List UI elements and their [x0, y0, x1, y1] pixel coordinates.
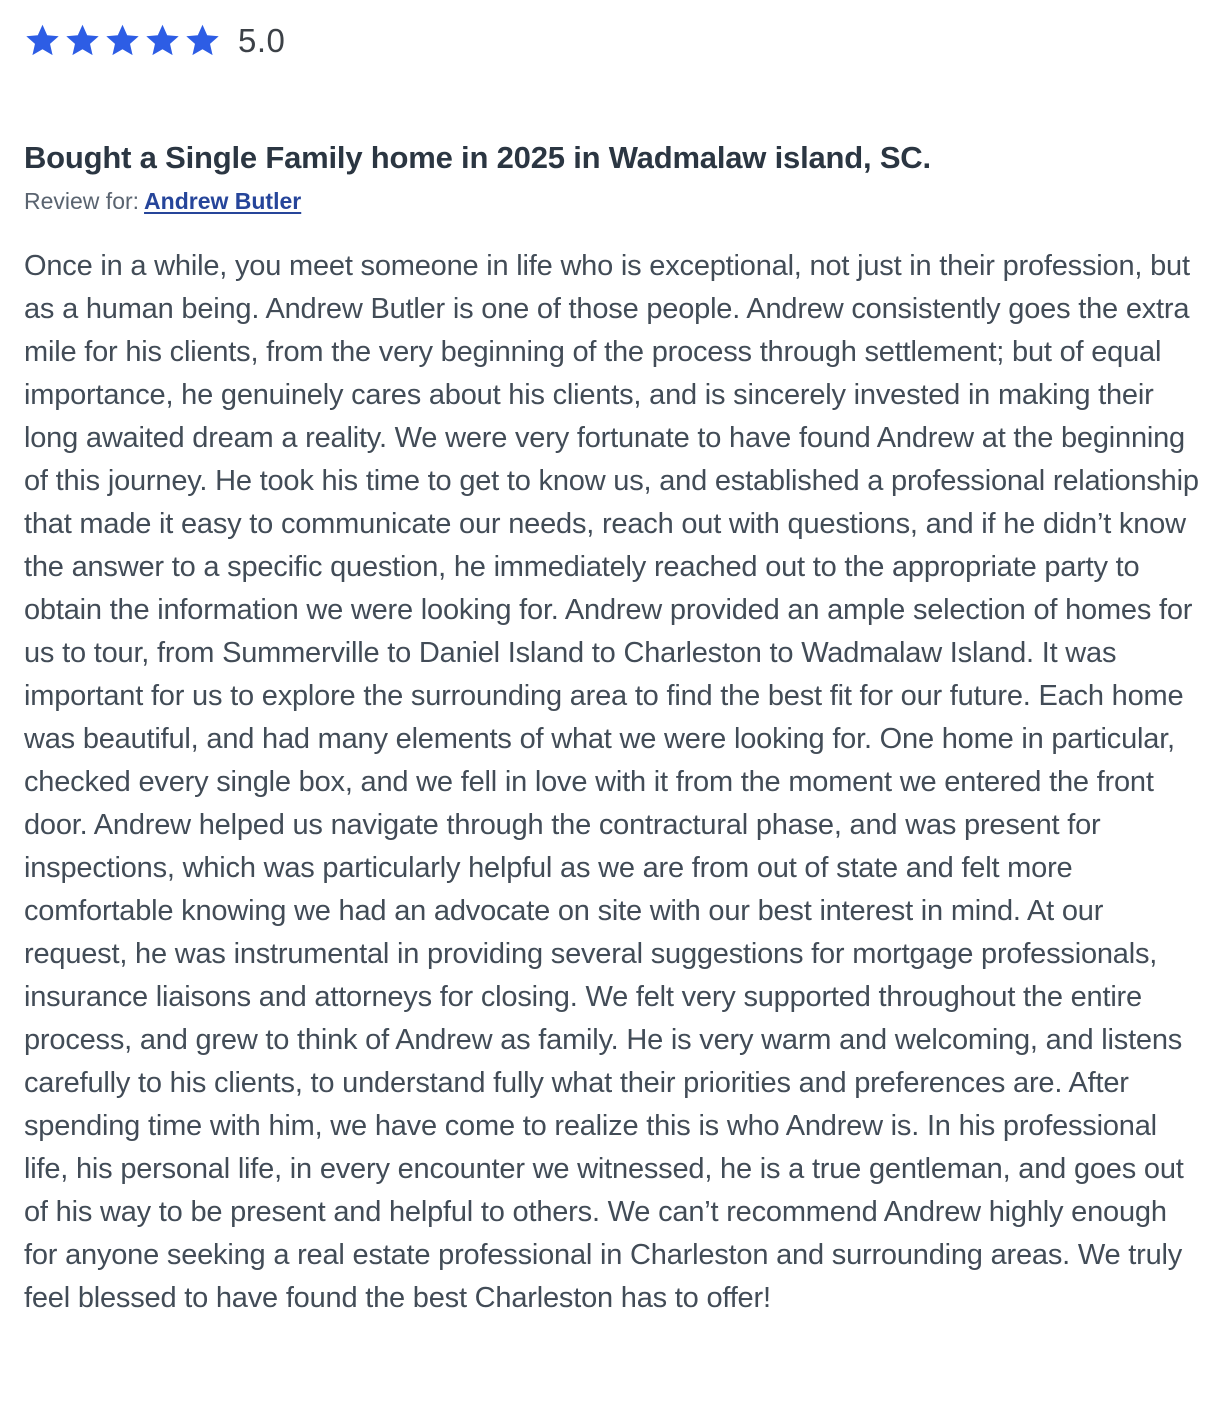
star-icon [104, 23, 141, 60]
review-headline: Bought a Single Family home in 2025 in Wadmalaw island, SC. [24, 140, 931, 175]
star-icon [24, 23, 61, 60]
star-rating [24, 22, 1202, 60]
star-icon [144, 23, 181, 60]
agent-link[interactable]: Andrew Butler [144, 188, 302, 214]
star-icons [24, 23, 224, 60]
rating-value: 5.0 [238, 22, 286, 59]
review-for-label: Review for: [24, 188, 140, 214]
review-body: Once in a while, you meet someone in life who is exceptional, not just in their profession, but as a human being. Andrew Butler is one of those people. Andrew consistently goes the extra mile for his clients, from the very beginning of the process through settlement; but of equal importance, he genuinely cares about his clients, and is sincerely invested in making their long awaited dream a reality. We were very fortunate to have found Andrew at the beginning of this journey. He took his time to get to know us, and established a professional relationship that made it easy to communicate our needs, reach out with questions, and if he didn’t know the answer to a specific question, he immediately reached out to the appropriate party to obtain the information we were looking for. Andrew provided an ample selection of homes for us to tour, from Summerville to Daniel Island to Charleston to Wadmalaw Island. It was important for us to explore the surrounding area to find the best fit for our future. Each home was beautiful, and had many elements of what we were looking for. One home in particular, checked every single box, and we fell in love with it from the moment we entered the front door. Andrew helped us navigate through the contractural phase, and was present for inspections, which was particularly helpful as we are from out of state and felt more comfortable knowing we had an advocate on site with our best interest in mind. At our request, he was instrumental in providing several suggestions for mortgage professionals, insurance liaisons and attorneys for closing. We felt very supported throughout the entire process, and grew to think of Andrew as family. He is very warm and welcoming, and listens carefully to his clients, to understand fully what their priorities and preferences are. After spending time with him, we have come to realize this is who Andrew is. In his professional life, his personal life, in every encounter we witnessed, he is a true gentleman, and goes out of his way to be present and helpful to others. We can’t recommend Andrew highly enough for anyone seeking a real estate professional in Charleston and surrounding areas. We truly feel blessed to have found the best Charleston has to offer! [24, 250, 1199, 1314]
star-icon [64, 23, 101, 60]
review-for-line [24, 188, 1202, 215]
star-icon [184, 23, 221, 60]
